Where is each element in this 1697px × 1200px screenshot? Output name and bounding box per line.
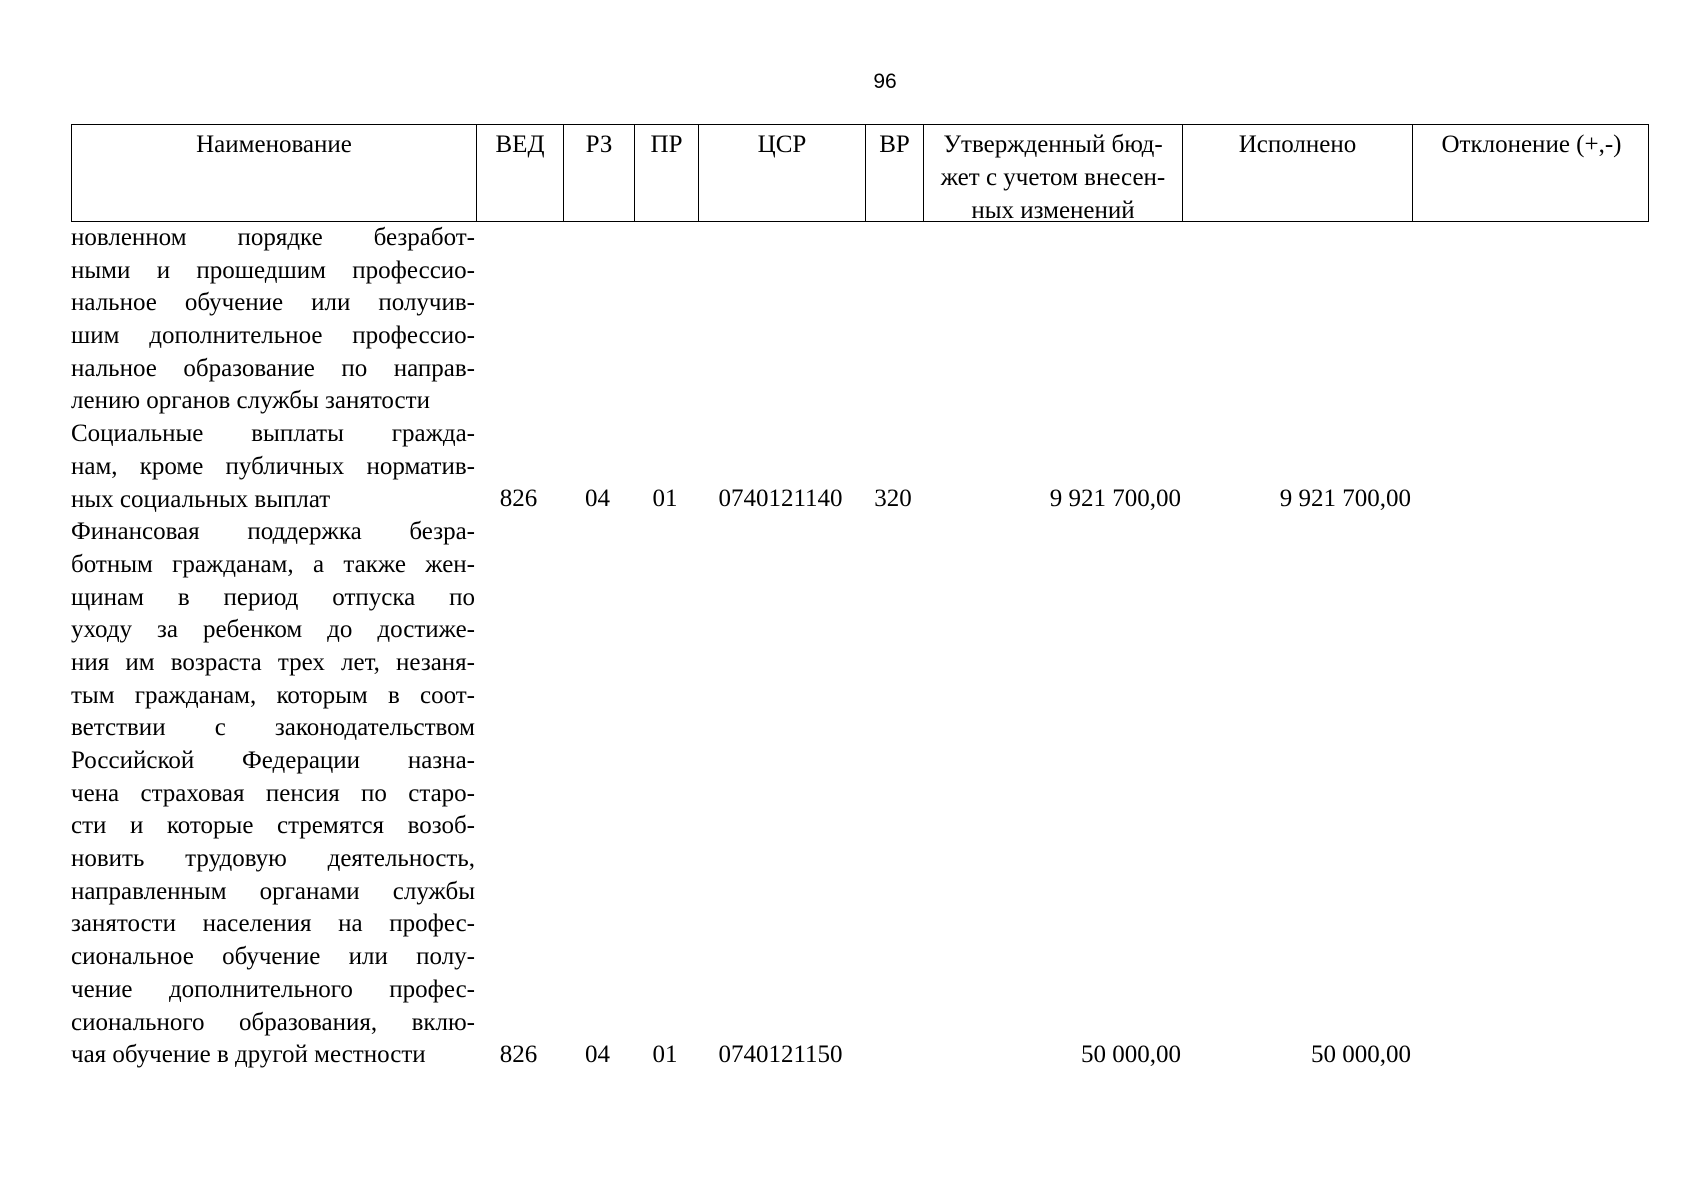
name-line: шим дополнительное профессио-: [71, 322, 475, 350]
cell-pr: 01: [652, 485, 678, 513]
name-line: ными и прошедшим профессио-: [71, 256, 475, 284]
table-row: [71, 222, 1649, 418]
name-line: ния им возраста трех лет, незаня-: [71, 648, 475, 676]
name-line: чение дополнительного профес-: [71, 975, 475, 1003]
cell-executed: 50 000,00: [1311, 1041, 1411, 1069]
name-line: Российской Федерации назна-: [71, 747, 475, 774]
name-line: чена страховая пенсия по старо-: [71, 779, 475, 807]
header-csr: ЦСР: [698, 125, 865, 221]
name-line: лению органов службы занятости: [71, 387, 430, 415]
cell-budget: 9 921 700,00: [1049, 485, 1181, 513]
cell-csr: 0740121150: [718, 1041, 843, 1069]
page-number: 96: [873, 70, 897, 93]
header-ved: ВЕД: [476, 125, 563, 221]
name-line: ветствии с законодательством: [71, 714, 475, 742]
cell-executed: 9 921 700,00: [1279, 485, 1411, 513]
name-line: ботным гражданам, а также жен-: [71, 550, 475, 578]
header-budget-line1: Утвержденный бюд-: [943, 131, 1163, 158]
header-budget-line3: ных изменений: [971, 197, 1135, 224]
cell-name: [71, 418, 475, 516]
name-line: нальное обучение или получив-: [71, 289, 475, 317]
cell-ved: 826: [499, 1041, 538, 1069]
name-line: сионального образования, вклю-: [71, 1008, 475, 1036]
name-line: Социальные выплаты гражда-: [71, 420, 475, 448]
header-rz: РЗ: [563, 125, 634, 221]
header-vr: ВР: [865, 125, 923, 221]
cell-rz: 04: [585, 1041, 610, 1069]
header-deviation: Отклонение (+,-): [1412, 125, 1650, 221]
name-line: новить трудовую деятельность,: [71, 845, 475, 873]
cell-budget: 50 000,00: [1081, 1041, 1181, 1069]
name-line: сиональное обучение или полу-: [71, 943, 475, 971]
header-budget: [923, 125, 1182, 224]
table-row: [71, 418, 1649, 516]
name-line: сти и которые стремятся возоб-: [71, 812, 475, 840]
budget-table: [71, 124, 1649, 1072]
name-line: нальное образование по направ-: [71, 354, 475, 382]
table-header: [71, 124, 1649, 222]
name-line: тым гражданам, которым в соот-: [71, 681, 475, 709]
cell-rz: 04: [585, 485, 610, 513]
name-line: щинам в период отпуска по: [71, 583, 475, 611]
header-name: Наименование: [196, 131, 352, 158]
name-line: Финансовая поддержка безра-: [71, 518, 475, 546]
name-line: чая обучение в другой местности: [71, 1041, 426, 1069]
cell-vr: 320: [874, 485, 912, 513]
header-budget-line2: жет с учетом внесен-: [940, 164, 1166, 191]
table-row: [71, 516, 1649, 1072]
header-executed: Исполнено: [1182, 125, 1412, 221]
name-line: уходу за ребенком до достиже-: [71, 616, 475, 644]
name-line: новленном порядке безработ-: [71, 224, 475, 251]
name-line: ных социальных выплат: [71, 485, 331, 513]
cell-pr: 01: [652, 1041, 678, 1069]
cell-name: [71, 516, 475, 1072]
cell-csr: 0740121140: [718, 485, 843, 513]
name-line: занятости населения на профес-: [71, 910, 475, 938]
cell-name: [71, 222, 475, 418]
header-pr: ПР: [634, 125, 698, 221]
name-line: нам, кроме публичных норматив-: [71, 452, 475, 480]
table-body: [71, 222, 1649, 1072]
cell-ved: 826: [499, 485, 538, 513]
name-line: направленным органами службы: [71, 877, 475, 905]
